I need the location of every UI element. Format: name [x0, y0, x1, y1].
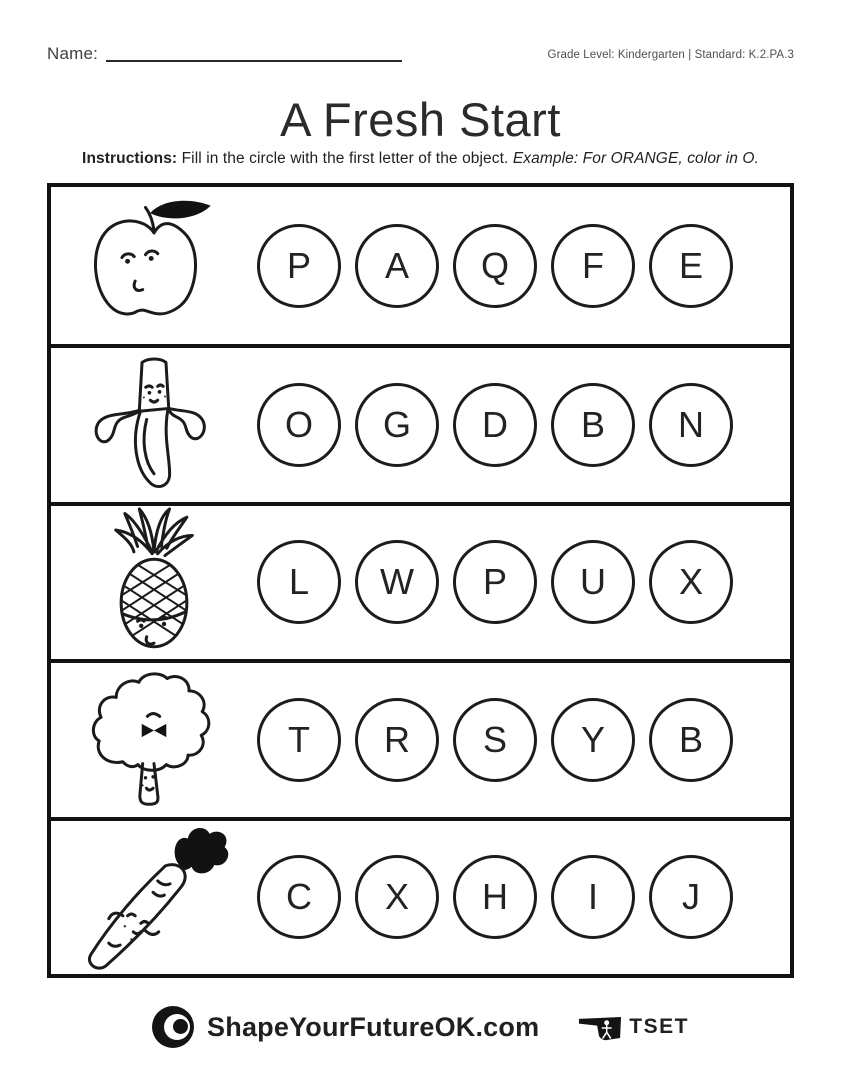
circle-letter: G [382, 404, 411, 446]
banana-icon [51, 351, 257, 499]
circle-letter: P [482, 561, 507, 603]
letter-circle-q[interactable] [453, 224, 537, 308]
letter-circle-b[interactable] [551, 383, 635, 467]
grade-standard-label: Grade Level: Kindergarten | Standard: K.2.PA.3 [547, 49, 794, 61]
letter-circle-p[interactable] [257, 224, 341, 308]
letter-circle-e[interactable] [649, 224, 733, 308]
worksheet-row-broccoli [51, 659, 790, 816]
name-input-line[interactable] [106, 60, 402, 62]
letter-circle-i[interactable] [551, 855, 635, 939]
tset-logo [578, 1014, 689, 1041]
letter-circle-f[interactable] [551, 224, 635, 308]
circle-letter: Q [480, 244, 509, 286]
circle-letter: L [288, 561, 310, 603]
letter-circle-r[interactable] [355, 698, 439, 782]
instructions-label: Instructions: [82, 150, 178, 167]
circle-letter: X [678, 561, 703, 603]
circle-letter: B [580, 404, 605, 446]
letter-circle-o[interactable] [257, 383, 341, 467]
letter-circle-x[interactable] [649, 540, 733, 624]
worksheet-row-banana [51, 344, 790, 501]
circle-letter: R [384, 718, 410, 760]
worksheet-row-pineapple [51, 502, 790, 659]
circle-letter: S [482, 718, 507, 760]
letter-circle-a[interactable] [355, 224, 439, 308]
letter-circle-y[interactable] [551, 698, 635, 782]
worksheet-row-apple [51, 187, 790, 344]
shape-your-future-logo-icon [152, 1006, 194, 1048]
letter-circle-b[interactable] [649, 698, 733, 782]
apple-icon [51, 199, 257, 333]
circle-letter: F [582, 244, 604, 286]
circle-letter: B [678, 718, 703, 760]
letter-circle-l[interactable] [257, 540, 341, 624]
circle-letter: J [682, 876, 700, 918]
circle-letter: H [482, 876, 508, 918]
carrot-icon [51, 824, 257, 970]
circle-letter: W [380, 561, 414, 603]
circle-letter: Y [580, 718, 605, 760]
letter-circle-w[interactable] [355, 540, 439, 624]
footer [0, 1006, 841, 1048]
circle-letter: O [284, 404, 313, 446]
worksheet-table [47, 183, 794, 978]
letter-circles-banana [257, 383, 733, 467]
instructions-example: Example: For ORANGE, color in O. [512, 150, 759, 167]
circle-letter: D [482, 404, 508, 446]
name-block [47, 44, 402, 64]
page-title: A Fresh Start [280, 93, 561, 146]
name-label: Name: [47, 44, 99, 63]
letter-circle-p[interactable] [453, 540, 537, 624]
circle-letter: U [580, 561, 606, 603]
worksheet-row-carrot [51, 817, 790, 974]
circle-letter: I [587, 876, 598, 918]
tset-label: TSET [629, 1015, 689, 1038]
letter-circle-u[interactable] [551, 540, 635, 624]
circle-letter: N [678, 404, 704, 446]
letter-circles-carrot [257, 855, 733, 939]
broccoli-icon [51, 671, 257, 809]
circle-letter: X [384, 876, 409, 918]
header [47, 44, 794, 64]
circle-letter: A [384, 244, 409, 286]
letter-circle-s[interactable] [453, 698, 537, 782]
letter-circle-c[interactable] [257, 855, 341, 939]
letter-circles-broccoli [257, 698, 733, 782]
circle-letter: T [288, 718, 310, 760]
letter-circles-pineapple [257, 540, 733, 624]
letter-circle-h[interactable] [453, 855, 537, 939]
letter-circles-apple [257, 224, 733, 308]
website-label: ShapeYourFutureOK.com [207, 1011, 540, 1042]
instructions-text [0, 150, 841, 168]
letter-circle-d[interactable] [453, 383, 537, 467]
letter-circle-j[interactable] [649, 855, 733, 939]
letter-circle-g[interactable] [355, 383, 439, 467]
oklahoma-state-icon [578, 1014, 622, 1041]
pineapple-icon [51, 506, 257, 658]
letter-circle-n[interactable] [649, 383, 733, 467]
circle-letter: C [286, 876, 312, 918]
letter-circle-x[interactable] [355, 855, 439, 939]
circle-letter: P [286, 244, 311, 286]
letter-circle-t[interactable] [257, 698, 341, 782]
circle-letter: E [678, 244, 703, 286]
instructions-body: Fill in the circle with the first letter of the object. [177, 150, 513, 167]
